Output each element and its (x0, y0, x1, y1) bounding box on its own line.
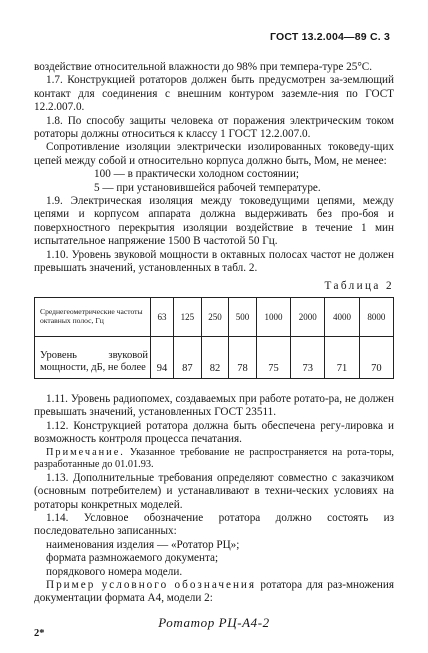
freq-cell: 500 (229, 297, 257, 336)
table-caption: Таблица 2 (324, 279, 394, 292)
designation-item-1: наименования изделия — «Ротатор РЦ»; (46, 538, 240, 551)
value-cell: 87 (174, 336, 202, 378)
example-paragraph (34, 579, 394, 606)
example-label: Пример условного обозначения (46, 578, 257, 591)
freq-cell: 125 (174, 297, 202, 336)
note-text: Указанное требование не распространяется на рота-торы, разработанные до 01.01.93. (34, 446, 394, 471)
table-header-row (35, 297, 394, 336)
note-paragraph (34, 447, 394, 472)
paragraph-1-11: 1.11. Уровень радиопомех, создаваемых при работе ротато-ра, не должен превышать значений, установленных ГОСТ 23511. (34, 392, 394, 419)
note-label: Примечание. (46, 446, 125, 458)
body-text (34, 61, 394, 629)
value-cell: 73 (291, 336, 325, 378)
example-text: ротатора для раз-множения документации формата А4, модели 2: (34, 578, 394, 605)
p1-part-a: воздействие относительной влажности до 98 (34, 61, 248, 73)
freq-cell: 2000 (291, 297, 325, 336)
paragraph-1-12: 1.12. Конструкцией ротатора должна быть обеспечена регу-лировка и возможность контроля процесса печатания. (34, 419, 394, 446)
value-cell: 82 (201, 336, 229, 378)
freq-cell: 4000 (325, 297, 359, 336)
page-footer-mark: 2* (34, 628, 45, 639)
row-label: Уровень звуковой мощности, дБ, не более (35, 336, 151, 378)
header-label: Среднегеометрические частоты октавных полос, Гц (35, 297, 151, 336)
paragraph-1-8: 1.8. По способу защиты человека от поражения электрическим током ротаторы должны относиться к классу 1 ГОСТ 12.2.007.0. (34, 114, 394, 141)
value-cell: 94 (151, 336, 174, 378)
value-cell: 75 (256, 336, 290, 378)
p1-part-b: при темпера-туре 25°С. (257, 61, 373, 73)
paragraph-1 (34, 61, 394, 74)
freq-cell: 63 (151, 297, 174, 336)
paragraph-1-7: 1.7. Конструкцией ротаторов должен быть предусмотрен за-землющий контакт для соединения с внешним контуром заземле-ния по ГОСТ 12.2.007.0. (34, 74, 394, 114)
paragraph-insulation: Сопротивление изоляции электрически изолированных токоведу-щих цепей между собой и относительно корпуса должно быть, Мом, не менее: (34, 141, 394, 167)
value-cell: 70 (359, 336, 393, 378)
value-cell: 78 (229, 336, 257, 378)
designation-item-2: формата размножаемого документа; (46, 552, 219, 565)
paragraph-1-14: 1.14. Условное обозначение ротатора должно состоять из последовательно записанных: (34, 511, 394, 538)
paragraph-1-9: 1.9. Электрическая изоляция между токоведущими цепями, между цепями и корпусом аппарата должна выдерживать без про-боя и поверхностного перекрытия изоляции воздействие в течение 1 мин испытательное напряжение 1500 В частотой 50 Гц. (34, 195, 394, 248)
page-header: ГОСТ 13.2.004—89 С. 3 (269, 31, 390, 43)
freq-cell: 8000 (359, 297, 393, 336)
freq-cell: 250 (201, 297, 229, 336)
model-designation: Ротатор РЦ-А4-2 (158, 614, 270, 630)
percent-sign: % (247, 61, 258, 73)
insulation-item-2: 5 — при установившейся рабочей температуре. (94, 181, 321, 194)
paragraph-1-10: 1.10. Уровень звуковой мощности в октавных полосах частот не должен превышать значений, установленных в табл. 2. (34, 248, 394, 275)
insulation-item-1: 100 — в практически холодном состоянии; (94, 168, 299, 181)
paragraph-1-13: 1.13. Дополнительные требования определяют совместно с заказчиком (основным потребителем) и устанавливают в техни-ческих условиях на ротаторы конкретных моделей. (34, 471, 394, 511)
freq-cell: 1000 (256, 297, 290, 336)
sound-power-table (34, 297, 394, 379)
value-cell: 71 (325, 336, 359, 378)
designation-item-3: порядкового номера модели. (46, 565, 183, 578)
table-row (35, 336, 394, 378)
